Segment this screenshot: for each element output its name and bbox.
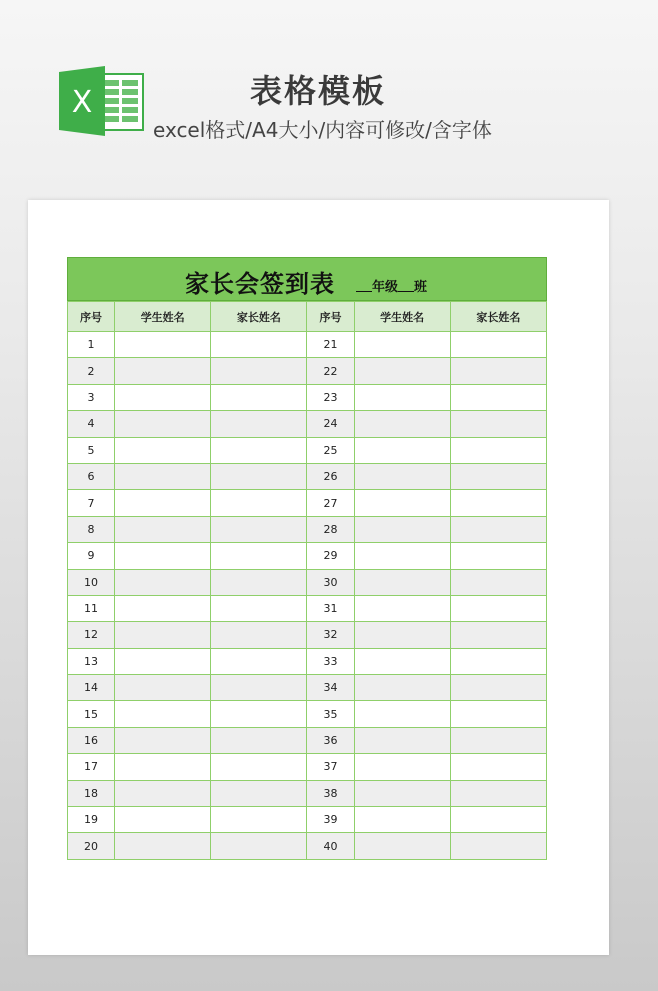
parent-name-cell[interactable] [211,332,307,358]
table-row [68,569,547,595]
table-header-row [68,302,547,332]
seq-cell: 22 [307,358,354,384]
parent-name-cell[interactable] [450,384,546,410]
seq-cell: 18 [68,780,115,806]
parent-name-cell[interactable] [450,463,546,489]
grade-label: 年级 [372,280,399,295]
seq-cell: 9 [68,543,115,569]
student-name-cell[interactable] [354,595,450,621]
table-row [68,780,547,806]
seq-cell: 17 [68,754,115,780]
table-row [68,358,547,384]
seq-cell: 7 [68,490,115,516]
table-row [68,543,547,569]
seq-cell: 32 [307,622,354,648]
parent-name-cell[interactable] [450,754,546,780]
sheet-title: 家长会签到表 [185,270,335,298]
seq-cell: 36 [307,727,354,753]
student-name-cell[interactable] [115,754,211,780]
seq-cell: 31 [307,595,354,621]
parent-name-cell[interactable] [211,807,307,833]
parent-name-cell[interactable] [450,727,546,753]
student-name-cell[interactable] [354,463,450,489]
student-name-cell[interactable] [354,675,450,701]
student-name-cell[interactable] [354,701,450,727]
column-header: 学生姓名 [354,302,450,332]
svg-text:X: X [71,85,93,120]
page-subtitle: excel格式/A4大小/内容可修改/含字体 [153,118,492,142]
student-name-cell[interactable] [115,648,211,674]
seq-cell: 24 [307,411,354,437]
parent-name-cell[interactable] [450,569,546,595]
parent-name-cell[interactable] [211,622,307,648]
table-row [68,754,547,780]
seq-cell: 16 [68,727,115,753]
seq-cell: 33 [307,648,354,674]
table-row [68,833,547,859]
column-header: 家长姓名 [211,302,307,332]
parent-name-cell[interactable] [211,727,307,753]
sign-in-sheet [67,257,547,860]
student-name-cell[interactable] [115,833,211,859]
parent-name-cell[interactable] [211,833,307,859]
student-name-cell[interactable] [354,411,450,437]
seq-cell: 5 [68,437,115,463]
table-row [68,648,547,674]
parent-name-cell[interactable] [450,648,546,674]
student-name-cell[interactable] [354,807,450,833]
table-row [68,807,547,833]
student-name-cell[interactable] [115,332,211,358]
student-name-cell[interactable] [354,727,450,753]
parent-name-cell[interactable] [211,569,307,595]
seq-cell: 39 [307,807,354,833]
seq-cell: 28 [307,516,354,542]
table-row [68,437,547,463]
sheet-title-bar [67,257,547,301]
student-name-cell[interactable] [354,384,450,410]
column-header: 序号 [68,302,115,332]
student-name-cell[interactable] [354,516,450,542]
parent-name-cell[interactable] [450,807,546,833]
table-row [68,622,547,648]
parent-name-cell[interactable] [450,543,546,569]
document-page [28,200,609,955]
parent-name-cell[interactable] [450,437,546,463]
seq-cell: 20 [68,833,115,859]
table-row [68,701,547,727]
student-name-cell[interactable] [354,754,450,780]
parent-name-cell[interactable] [450,833,546,859]
student-name-cell[interactable] [115,701,211,727]
student-name-cell[interactable] [354,648,450,674]
seq-cell: 25 [307,437,354,463]
seq-cell: 38 [307,780,354,806]
page-title: 表格模板 [250,72,387,110]
student-name-cell[interactable] [115,675,211,701]
parent-name-cell[interactable] [450,490,546,516]
student-name-cell[interactable] [354,437,450,463]
seq-cell: 15 [68,701,115,727]
page-header [0,0,658,170]
parent-name-cell[interactable] [450,358,546,384]
table-row [68,411,547,437]
table-row [68,463,547,489]
parent-name-cell[interactable] [450,675,546,701]
parent-name-cell[interactable] [211,648,307,674]
class-label: 班 [414,280,428,295]
student-name-cell[interactable] [354,358,450,384]
student-name-cell[interactable] [115,780,211,806]
table-body [68,332,547,860]
seq-cell: 40 [307,833,354,859]
column-header: 家长姓名 [450,302,546,332]
student-name-cell[interactable] [115,569,211,595]
sign-in-table [67,301,547,860]
table-row [68,384,547,410]
student-name-cell[interactable] [115,622,211,648]
seq-cell: 12 [68,622,115,648]
student-name-cell[interactable] [115,490,211,516]
student-name-cell[interactable] [115,543,211,569]
seq-cell: 10 [68,569,115,595]
table-row [68,332,547,358]
parent-name-cell[interactable] [450,622,546,648]
student-name-cell[interactable] [115,516,211,542]
grade-blank[interactable] [356,278,372,292]
student-name-cell[interactable] [354,622,450,648]
seq-cell: 8 [68,516,115,542]
student-name-cell[interactable] [115,437,211,463]
seq-cell: 23 [307,384,354,410]
seq-cell: 27 [307,490,354,516]
seq-cell: 14 [68,675,115,701]
column-header: 学生姓名 [115,302,211,332]
table-row [68,490,547,516]
parent-name-cell[interactable] [211,358,307,384]
column-header: 序号 [307,302,354,332]
parent-name-cell[interactable] [450,780,546,806]
table-row [68,727,547,753]
parent-name-cell[interactable] [211,384,307,410]
parent-name-cell[interactable] [211,490,307,516]
parent-name-cell[interactable] [450,332,546,358]
seq-cell: 26 [307,463,354,489]
parent-name-cell[interactable] [450,516,546,542]
student-name-cell[interactable] [354,490,450,516]
seq-cell: 19 [68,807,115,833]
student-name-cell[interactable] [115,463,211,489]
seq-cell: 2 [68,358,115,384]
student-name-cell[interactable] [115,358,211,384]
parent-name-cell[interactable] [211,595,307,621]
grade-class-line [356,276,427,295]
parent-name-cell[interactable] [450,411,546,437]
parent-name-cell[interactable] [450,595,546,621]
student-name-cell[interactable] [354,332,450,358]
seq-cell: 29 [307,543,354,569]
student-name-cell[interactable] [115,411,211,437]
student-name-cell[interactable] [115,807,211,833]
seq-cell: 34 [307,675,354,701]
seq-cell: 11 [68,595,115,621]
class-blank[interactable] [398,278,414,292]
parent-name-cell[interactable] [211,437,307,463]
table-row [68,595,547,621]
student-name-cell[interactable] [354,569,450,595]
parent-name-cell[interactable] [211,516,307,542]
parent-name-cell[interactable] [211,411,307,437]
seq-cell: 30 [307,569,354,595]
seq-cell: 1 [68,332,115,358]
seq-cell: 35 [307,701,354,727]
student-name-cell[interactable] [115,727,211,753]
seq-cell: 6 [68,463,115,489]
seq-cell: 13 [68,648,115,674]
table-row [68,516,547,542]
seq-cell: 37 [307,754,354,780]
seq-cell: 21 [307,332,354,358]
parent-name-cell[interactable] [211,754,307,780]
parent-name-cell[interactable] [211,463,307,489]
parent-name-cell[interactable] [211,780,307,806]
student-name-cell[interactable] [354,833,450,859]
student-name-cell[interactable] [115,595,211,621]
parent-name-cell[interactable] [211,701,307,727]
student-name-cell[interactable] [115,384,211,410]
excel-icon [57,66,147,136]
student-name-cell[interactable] [354,543,450,569]
seq-cell: 4 [68,411,115,437]
parent-name-cell[interactable] [211,675,307,701]
parent-name-cell[interactable] [211,543,307,569]
seq-cell: 3 [68,384,115,410]
table-row [68,675,547,701]
parent-name-cell[interactable] [450,701,546,727]
student-name-cell[interactable] [354,780,450,806]
